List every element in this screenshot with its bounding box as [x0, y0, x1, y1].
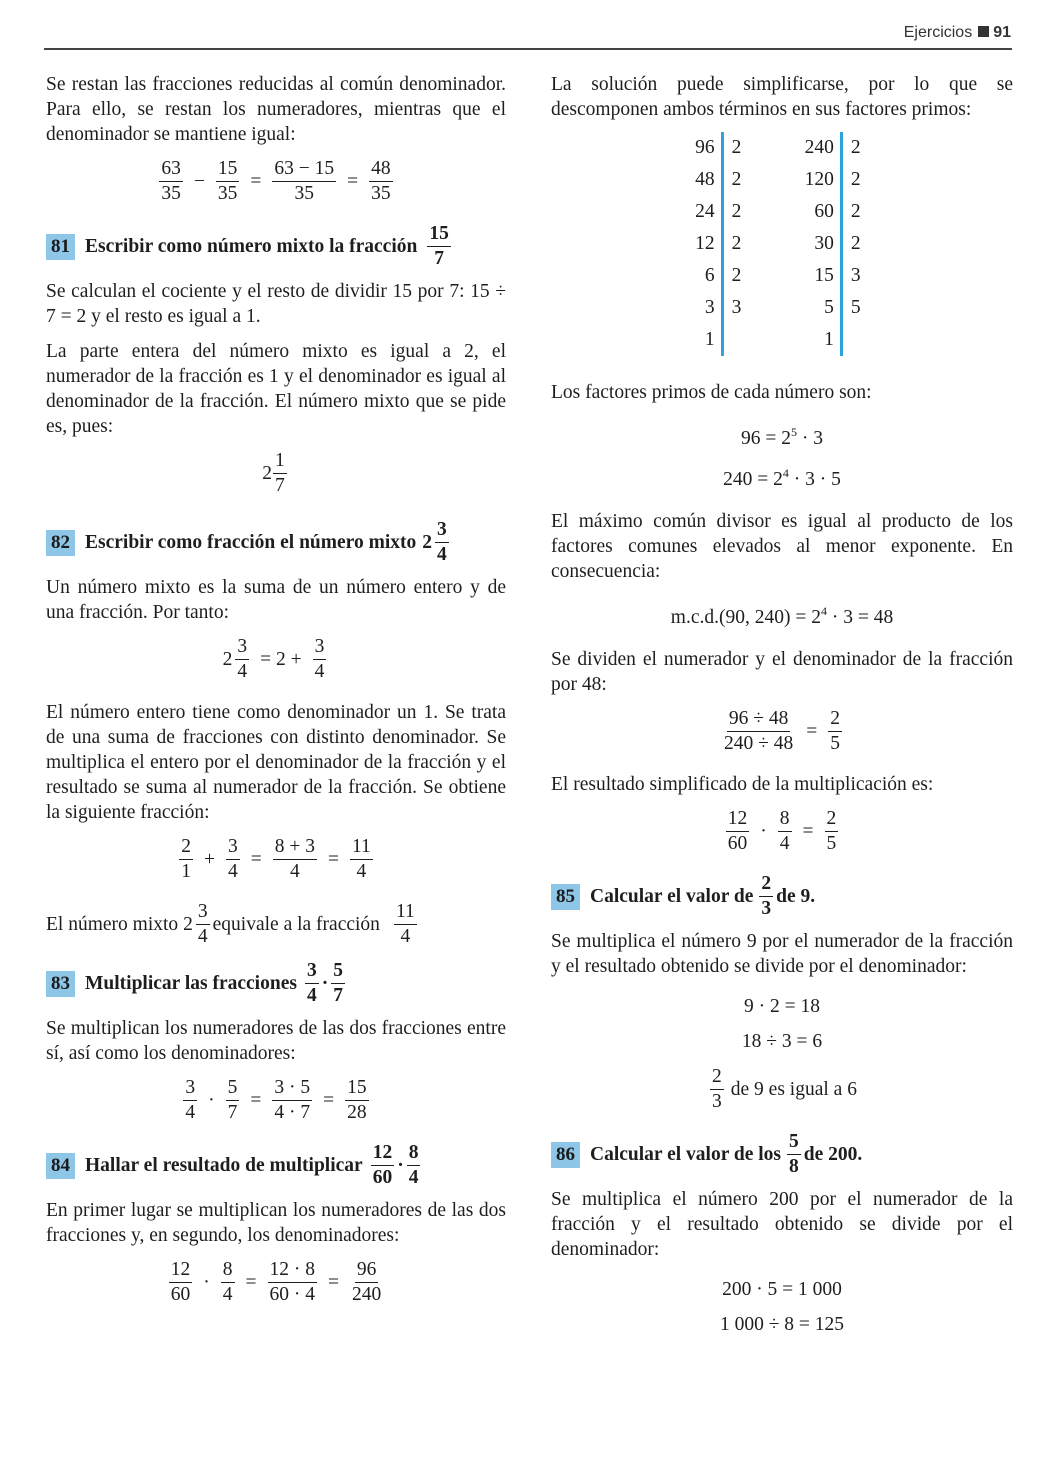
- exercise-number: 83: [46, 971, 75, 997]
- paragraph: Un número mixto es la suma de un número entero y de una fracción. Por tanto:: [46, 577, 506, 623]
- right-column: [551, 72, 1013, 1342]
- exercise-82-heading: 82 Escribir como fracción el número mixto 2 $\frac{3}{4}$: [46, 518, 506, 567]
- paragraph: Los factores primos de cada número son:: [551, 382, 872, 403]
- result-statement: $\frac{2}{3}$ de 9 es igual a 6: [712, 1066, 857, 1112]
- page-number: 91: [993, 24, 1011, 41]
- factor-table-240: 240 120 60 30 15 5 1 2 2 2 2 3 5: [805, 132, 869, 356]
- paragraph: Se multiplican los numeradores de las dos fracciones entre sí, así como los denominadores:: [46, 1018, 506, 1064]
- paragraph: El resultado simplificado de la multiplicación es:: [551, 774, 934, 795]
- exercise-title: Multiplicar las fracciones: [85, 972, 297, 994]
- square-icon: [978, 26, 989, 37]
- paragraph: Se multiplica el número 9 por el numerador de la fracción y el resultado obtenido se divide por el denominador:: [551, 931, 1013, 977]
- exercise-81-heading: 81 Escribir como número mixto la fracción $\frac{15}{7}$: [46, 222, 506, 271]
- exercise-number: 81: [46, 234, 75, 260]
- intro-paragraph: Se restan las fracciones reducidas al común denominador. Para ello, se restan los numeradores, mientras que el denominador se mantiene igual:: [46, 74, 506, 145]
- calc-line: 200 · 5 = 1 000: [722, 1279, 842, 1300]
- equation-mixed-sum: 2 $\frac{3}{4}$ = 2 + $\frac{3}{4}$: [222, 636, 325, 682]
- simplified-product: $\frac{12}{60}$ · $\frac{8}{4}$ = $\frac{2}{5}$: [727, 808, 837, 854]
- equation-product-2: $\frac{12}{60}$ · $\frac{8}{4}$ = $\frac{12 \cdot 8}{60 \cdot 4}$ = $\frac{96}{240}$: [170, 1259, 382, 1305]
- exercise-title: Hallar el resultado de multiplicar: [85, 1154, 363, 1176]
- equation-product: $\frac{3}{4}$ · $\frac{5}{7}$ = $\frac{3 \cdot 5}{4 \cdot 7}$ = $\frac{15}{28}$: [185, 1077, 367, 1123]
- header-rule: [44, 48, 1012, 50]
- paragraph: La solución puede simplificarse, por lo que se descomponen ambos términos en sus factores primos:: [551, 74, 1013, 120]
- mixed-number-result: 2 $\frac{1}{7}$: [262, 450, 285, 496]
- prime-factors-96: $96 = 2^5 \cdot 3$: [741, 425, 823, 449]
- calc-line: 18 ÷ 3 = 6: [741, 1031, 823, 1052]
- exercise-number: 82: [46, 530, 75, 556]
- factor-table-96: 96 48 24 12 6 3 1 2 2 2 2 2 3: [695, 132, 750, 356]
- page-header: [904, 24, 1011, 42]
- prime-factorization-tables: [551, 132, 1013, 356]
- paragraph: El máximo común divisor es igual al producto de los factores comunes elevados al menor exponente. En consecuencia:: [551, 511, 1013, 582]
- exercise-number: 84: [46, 1153, 75, 1179]
- equation-subtraction: $\frac{63}{35}$ − $\frac{15}{35}$ = $\frac{63 - 15}{35}$ = $\frac{48}{35}$: [161, 158, 391, 204]
- prime-factors-240: $240 = 2^4 \cdot 3 \cdot 5$: [723, 466, 841, 490]
- exercise-title: Escribir como número mixto la fracción: [85, 235, 418, 257]
- equation-fraction-sum: $\frac{2}{1}$ + $\frac{3}{4}$ = $\frac{8 + 3}{4}$ = $\frac{11}{4}$: [181, 836, 371, 882]
- exercise-86-heading: 86 Calcular el valor de los $\frac{5}{8}$ de 200.: [551, 1130, 1013, 1179]
- division-equation: $\frac{96 \div 48}{240 \div 48}$ = $\frac{2}{5}$: [724, 708, 840, 754]
- exercise-number: 86: [551, 1142, 580, 1168]
- paragraph: La parte entera del número mixto es igual a 2, el numerador de la fracción es 1 y el denominador es igual al denominador de la fracción. El número mixto que se pide es, pues:: [46, 341, 506, 437]
- left-column: [46, 72, 506, 1323]
- exercise-85-heading: 85 Calcular el valor de $\frac{2}{3}$ de 9.: [551, 872, 1013, 921]
- paragraph-mixed-equivalence: El número mixto 2 $\frac{3}{4}$ equivale a la fracción $\frac{11}{4}$: [46, 901, 415, 947]
- paragraph: El número entero tiene como denominador un 1. Se trata de una suma de fracciones con distinto denominador. Se multiplica el entero por el denominador de la fracción y el resultado se suma al numerador de la fracción. Se obtiene la siguiente fracción:: [46, 702, 506, 823]
- exercise-84-heading: 84 Hallar el resultado de multiplicar $\frac{12}{60}$ · $\frac{8}{4}$: [46, 1141, 506, 1190]
- paragraph: Se dividen el numerador y el denominador de la fracción por 48:: [551, 649, 1013, 695]
- paragraph: En primer lugar se multiplican los numeradores de las dos fracciones y, en segundo, los denominadores:: [46, 1200, 506, 1246]
- exercise-83-heading: 83 Multiplicar las fracciones $\frac{3}{4}$ · $\frac{5}{7}$: [46, 959, 506, 1008]
- calc-line: 1 000 ÷ 8 = 125: [719, 1314, 845, 1335]
- calc-line: 9 · 2 = 18: [744, 996, 820, 1017]
- paragraph: Se calculan el cociente y el resto de dividir 15 por 7: 15 ÷ 7 = 2 y el resto es igual a 1.: [46, 281, 506, 327]
- section-name: Ejercicios: [903, 24, 973, 41]
- exercise-title: Escribir como fracción el número mixto: [85, 531, 417, 553]
- mcd-equation: m.c.d.(90, $240) = 2^4 \cdot 3 = 48$: [670, 604, 894, 628]
- paragraph: Se multiplica el número 200 por el numerador de la fracción y el resultado obtenido se divide por el denominador:: [551, 1189, 1013, 1260]
- exercise-number: 85: [551, 884, 580, 910]
